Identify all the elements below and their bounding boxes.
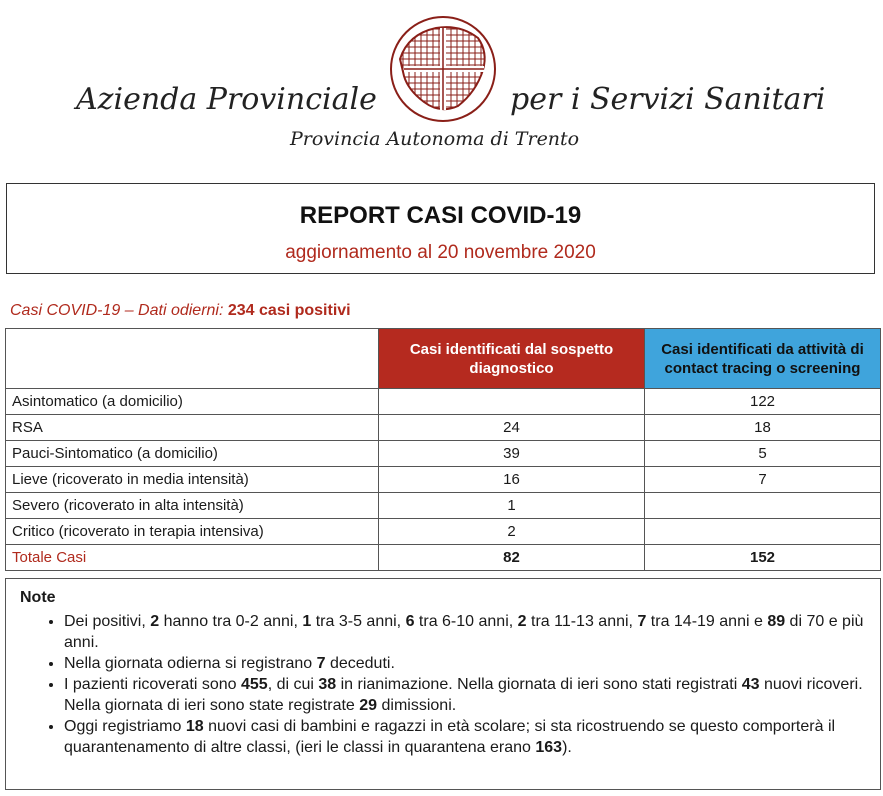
table-row: [6, 389, 881, 415]
notes-list: [16, 611, 870, 758]
table-row: [6, 519, 881, 545]
row-label: Asintomatico (a domicilio): [6, 389, 379, 415]
cell-tracing: [645, 519, 881, 545]
cell-sospetto: [379, 389, 645, 415]
notes-box: [5, 578, 881, 790]
table-row: [6, 415, 881, 441]
cell-tracing: 7: [645, 467, 881, 493]
cell-tracing: 122: [645, 389, 881, 415]
cell-sospetto: 1: [379, 493, 645, 519]
total-tracing: 152: [645, 545, 881, 571]
today-positives: 234 casi positivi: [227, 302, 351, 319]
table-row: [6, 493, 881, 519]
notes-title: Note: [20, 589, 56, 606]
org-name-left: Azienda Provinciale: [76, 82, 377, 117]
col-header-tracing: Casi identificati da attività di contact tracing o screening: [645, 329, 881, 389]
table-row: [6, 467, 881, 493]
row-label: Pauci-Sintomatico (a domicilio): [6, 441, 379, 467]
cell-sospetto: 24: [379, 415, 645, 441]
report-title: REPORT CASI COVID-19: [299, 202, 582, 229]
table-row: [6, 441, 881, 467]
cell-tracing: 5: [645, 441, 881, 467]
note-item-hospital: • I pazienti ricoverati sono 455, di cui 38 in rianimazione. Nella giornata di ieri sono stati registrati 43 nuovi ricoveri. Nella giornata di ieri sono state registrate 29 dimissioni.: [64, 674, 870, 716]
today-summary: [10, 302, 351, 320]
org-name-right: per i Servizi Sanitari: [510, 82, 826, 117]
org-subtitle: Provincia Autonoma di Trento: [290, 128, 580, 150]
total-label: Totale Casi: [6, 545, 379, 571]
row-label: Lieve (ricoverato in media intensità): [6, 467, 379, 493]
cell-sospetto: 39: [379, 441, 645, 467]
header-blank-cell: [6, 329, 379, 389]
cell-tracing: 18: [645, 415, 881, 441]
table-header-row: [6, 329, 881, 389]
note-item-schools: • Oggi registriamo 18 nuovi casi di bambini e ragazzi in età scolare; si sta ricostruendo se questo comporterà il quarantenamento di altre classi, (ieri le classi in quarantena erano 163).: [64, 716, 870, 758]
total-sospetto: 82: [379, 545, 645, 571]
note-item-ages: • Dei positivi, 2 hanno tra 0-2 anni, 1 tra 3-5 anni, 6 tra 6-10 anni, 2 tra 11-13 anni, 7 tra 14-19 anni e 89 di 70 e più anni.: [64, 611, 870, 653]
row-label: Critico (ricoverato in terapia intensiva): [6, 519, 379, 545]
table-total-row: [6, 545, 881, 571]
today-prefix: Casi COVID-19 – Dati odierni:: [10, 302, 224, 319]
row-label: Severo (ricoverato in alta intensità): [6, 493, 379, 519]
trentino-map-logo-icon: [388, 14, 498, 124]
cell-sospetto: 2: [379, 519, 645, 545]
cell-tracing: [645, 493, 881, 519]
cases-table: [5, 328, 881, 571]
col-header-sospetto: Casi identificati dal sospetto diagnostico: [379, 329, 645, 389]
header: [0, 0, 883, 170]
cell-sospetto: 16: [379, 467, 645, 493]
note-item-deaths: • Nella giornata odierna si registrano 7 deceduti.: [64, 653, 870, 674]
report-title-box: [6, 183, 875, 274]
row-label: RSA: [6, 415, 379, 441]
report-update-date: aggiornamento al 20 novembre 2020: [285, 242, 596, 263]
